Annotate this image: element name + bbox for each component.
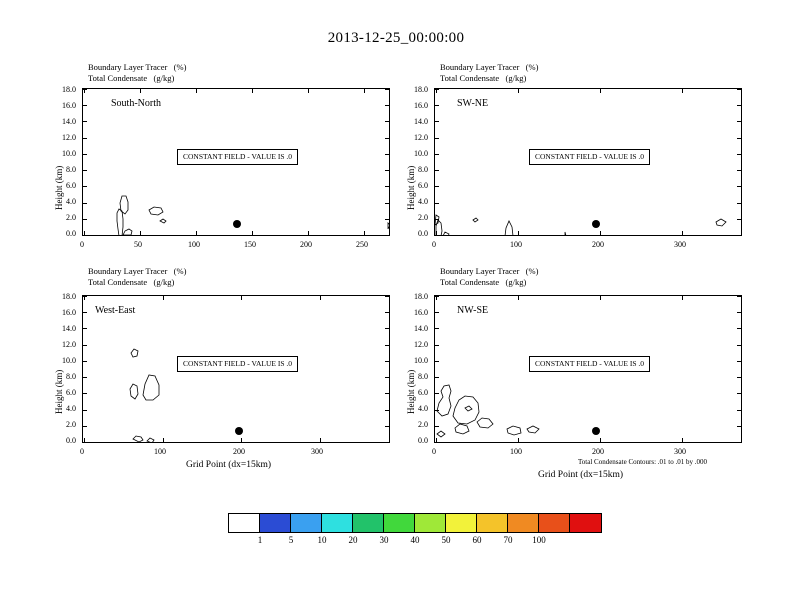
y-tick-mark [83,154,87,155]
y-tick-label: 16.0 [414,308,428,317]
y-tick-mark [435,154,439,155]
marker-point [235,427,243,435]
y-tick-mark [385,121,389,122]
panel-title-south-north: South-North [111,98,161,109]
y-tick-mark [435,235,439,236]
y-tick-label: 0.0 [66,436,76,445]
y-tick-label: 18.0 [62,292,76,301]
y-tick-mark [385,203,389,204]
contour-lines [435,89,742,236]
contour-lines [83,296,390,443]
y-tick-label: 6.0 [66,388,76,397]
x-tick-mark [600,89,601,93]
x-axis-label: Grid Point (dx=15km) [186,460,272,470]
y-tick-mark [435,312,439,313]
x-tick-mark [241,296,242,300]
y-tick-mark [385,296,389,297]
y-tick-mark [737,219,741,220]
colorbar-tick-label: 40 [410,535,420,545]
y-tick-mark [435,219,439,220]
y-tick-label: 18.0 [62,85,76,94]
y-tick-mark [737,328,741,329]
x-tick-mark [84,438,85,442]
x-tick-mark [196,89,197,93]
colorbar-tick-label: 20 [348,535,358,545]
colorbar-swatch-7 [446,514,477,532]
y-tick-mark [385,154,389,155]
colorbar-tick-label: 1 [257,535,263,545]
x-tick-mark [518,438,519,442]
x-tick-mark [600,296,601,300]
contour-lines [83,89,390,236]
y-tick-mark [83,393,87,394]
y-tick-label: 2.0 [66,420,76,429]
x-tick-mark [364,231,365,235]
x-tick-mark [682,231,683,235]
y-axis-label: Height (km) [54,369,64,414]
y-tick-label: 2.0 [418,213,428,222]
colorbar-tick-label: 30 [379,535,389,545]
x-tick-label: 300 [311,447,323,456]
y-tick-mark [385,328,389,329]
y-tick-mark [435,410,439,411]
y-tick-mark [435,345,439,346]
x-tick-mark [436,296,437,300]
y-tick-mark [737,345,741,346]
marker-point [233,220,241,228]
plot-area-south-north[interactable] [82,88,390,236]
colorbar-tick-label: 60 [472,535,482,545]
x-tick-mark [600,231,601,235]
y-tick-mark [737,426,741,427]
x-tick-mark [84,89,85,93]
y-tick-mark [737,154,741,155]
x-tick-label: 0 [80,447,84,456]
x-tick-mark [140,89,141,93]
contour-lines [435,296,742,443]
colorbar-swatch-2 [291,514,322,532]
colorbar-tick-label: 70 [503,535,513,545]
y-tick-label: 4.0 [66,197,76,206]
plot-area-west-east[interactable] [82,295,390,443]
y-tick-mark [385,105,389,106]
colorbar-tick-label: 50 [441,535,451,545]
y-tick-label: 6.0 [418,181,428,190]
y-tick-label: 10.0 [414,356,428,365]
x-tick-mark [364,89,365,93]
panel-header-line1: Boundary Layer Tracer (%) [440,62,539,72]
y-tick-label: 12.0 [414,133,428,142]
x-tick-label: 150 [244,240,256,249]
x-tick-label: 200 [592,240,604,249]
y-tick-mark [385,89,389,90]
x-tick-mark [682,438,683,442]
y-tick-mark [737,138,741,139]
y-tick-mark [737,442,741,443]
panel-title-west-east: West-East [95,305,136,316]
y-tick-label: 12.0 [414,340,428,349]
y-tick-mark [435,105,439,106]
y-tick-mark [737,296,741,297]
y-tick-mark [385,235,389,236]
x-tick-mark [600,438,601,442]
x-tick-mark [308,231,309,235]
y-tick-mark [737,410,741,411]
x-tick-mark [682,89,683,93]
x-tick-label: 100 [510,240,522,249]
colorbar-swatch-3 [322,514,353,532]
x-tick-label: 0 [80,240,84,249]
y-tick-label: 14.0 [414,117,428,126]
y-tick-label: 14.0 [414,324,428,333]
x-tick-mark [436,438,437,442]
colorbar-swatch-1 [260,514,291,532]
y-tick-mark [83,410,87,411]
y-tick-label: 10.0 [414,149,428,158]
y-tick-mark [737,89,741,90]
x-tick-label: 200 [592,447,604,456]
x-tick-label: 100 [154,447,166,456]
x-tick-mark [518,231,519,235]
y-tick-mark [83,345,87,346]
y-tick-label: 0.0 [418,436,428,445]
x-tick-mark [308,89,309,93]
y-tick-mark [83,186,87,187]
x-tick-mark [518,89,519,93]
y-tick-mark [737,186,741,187]
y-tick-label: 0.0 [418,229,428,238]
colorbar-tick-label: 10 [317,535,327,545]
panel-title-nw-se: NW-SE [457,305,489,316]
y-tick-mark [435,377,439,378]
x-tick-mark [140,231,141,235]
y-tick-mark [385,186,389,187]
contour-interval-note: Total Condensate Contours: .01 to .01 by .000 [578,458,708,466]
y-tick-label: 4.0 [66,404,76,413]
plot-area-sw-ne[interactable] [434,88,742,236]
y-tick-mark [83,219,87,220]
x-tick-label: 200 [233,447,245,456]
y-tick-mark [385,426,389,427]
y-tick-label: 8.0 [418,372,428,381]
y-tick-mark [83,203,87,204]
y-tick-mark [435,121,439,122]
x-tick-mark [163,296,164,300]
x-tick-label: 300 [674,447,686,456]
y-tick-mark [83,235,87,236]
constant-field-note: CONSTANT FIELD - VALUE IS .0 [529,149,650,165]
colorbar-swatch-6 [415,514,446,532]
x-tick-mark [252,89,253,93]
x-tick-label: 100 [188,240,200,249]
y-tick-mark [737,235,741,236]
y-tick-mark [435,170,439,171]
y-tick-mark [385,393,389,394]
y-tick-label: 8.0 [418,165,428,174]
y-tick-label: 18.0 [414,85,428,94]
plot-area-nw-se[interactable] [434,295,742,443]
x-tick-mark [320,296,321,300]
y-tick-mark [83,377,87,378]
y-tick-label: 0.0 [66,229,76,238]
colorbar-swatch-11 [570,514,601,532]
colorbar-tick-label: 100 [532,535,546,545]
x-tick-label: 0 [432,240,436,249]
colorbar-tick-label: 5 [288,535,294,545]
x-tick-mark [436,89,437,93]
x-tick-label: 300 [674,240,686,249]
x-axis-label: Grid Point (dx=15km) [538,470,624,480]
panel-header-line2: Total Condensate (g/kg) [88,277,175,287]
panel-header-line2: Total Condensate (g/kg) [88,73,175,83]
y-tick-mark [83,361,87,362]
y-tick-label: 16.0 [414,101,428,110]
y-tick-mark [385,345,389,346]
y-tick-mark [83,328,87,329]
y-tick-mark [83,442,87,443]
colorbar[interactable] [228,513,602,533]
constant-field-note: CONSTANT FIELD - VALUE IS .0 [177,356,298,372]
y-tick-label: 4.0 [418,404,428,413]
y-tick-mark [385,138,389,139]
x-tick-mark [320,438,321,442]
y-tick-mark [737,312,741,313]
x-tick-mark [163,438,164,442]
y-tick-label: 14.0 [62,324,76,333]
y-tick-mark [737,170,741,171]
y-tick-mark [435,203,439,204]
y-tick-mark [435,426,439,427]
colorbar-swatch-4 [353,514,384,532]
x-tick-mark [682,296,683,300]
y-tick-mark [385,170,389,171]
y-axis-label: Height (km) [54,165,64,210]
y-tick-label: 4.0 [418,197,428,206]
y-tick-mark [435,393,439,394]
y-tick-mark [435,186,439,187]
y-tick-mark [737,105,741,106]
y-axis-label: Height (km) [406,165,416,210]
marker-point [592,220,600,228]
panel-header-line1: Boundary Layer Tracer (%) [88,62,187,72]
y-tick-label: 8.0 [66,165,76,174]
y-tick-mark [435,138,439,139]
constant-field-note: CONSTANT FIELD - VALUE IS .0 [529,356,650,372]
y-tick-mark [385,361,389,362]
y-tick-label: 14.0 [62,117,76,126]
x-tick-label: 50 [134,240,142,249]
y-tick-mark [385,442,389,443]
y-tick-mark [385,377,389,378]
y-tick-label: 6.0 [66,181,76,190]
y-tick-label: 16.0 [62,101,76,110]
x-tick-mark [84,296,85,300]
panel-header-line1: Boundary Layer Tracer (%) [440,266,539,276]
page-title: 2013-12-25_00:00:00 [327,30,465,46]
constant-field-note: CONSTANT FIELD - VALUE IS .0 [177,149,298,165]
y-tick-mark [83,105,87,106]
x-tick-label: 100 [510,447,522,456]
y-tick-mark [737,203,741,204]
panel-title-sw-ne: SW-NE [457,98,489,109]
y-tick-mark [435,361,439,362]
y-tick-mark [83,138,87,139]
y-tick-mark [83,121,87,122]
colorbar-swatch-0 [229,514,260,532]
y-tick-mark [737,361,741,362]
x-tick-label: 250 [356,240,368,249]
x-tick-label: 200 [300,240,312,249]
y-tick-label: 6.0 [418,388,428,397]
y-tick-label: 18.0 [414,292,428,301]
y-tick-label: 2.0 [66,213,76,222]
y-tick-mark [737,121,741,122]
y-tick-label: 12.0 [62,133,76,142]
colorbar-swatch-5 [384,514,415,532]
x-tick-mark [241,438,242,442]
y-tick-mark [435,442,439,443]
x-tick-mark [436,231,437,235]
panel-header-line2: Total Condensate (g/kg) [440,277,527,287]
colorbar-swatch-10 [539,514,570,532]
x-tick-mark [196,231,197,235]
y-tick-mark [83,426,87,427]
y-tick-label: 2.0 [418,420,428,429]
y-tick-mark [83,312,87,313]
panel-header-line1: Boundary Layer Tracer (%) [88,266,187,276]
y-tick-label: 10.0 [62,356,76,365]
y-tick-label: 16.0 [62,308,76,317]
marker-point [592,427,600,435]
y-tick-label: 8.0 [66,372,76,381]
x-tick-label: 0 [432,447,436,456]
y-tick-mark [435,328,439,329]
y-tick-mark [385,312,389,313]
y-tick-mark [83,170,87,171]
y-tick-mark [737,377,741,378]
y-tick-mark [737,393,741,394]
y-tick-mark [385,219,389,220]
y-tick-mark [385,410,389,411]
y-axis-label: Height (km) [406,369,416,414]
x-tick-mark [252,231,253,235]
panel-header-line2: Total Condensate (g/kg) [440,73,527,83]
colorbar-swatch-8 [477,514,508,532]
y-tick-label: 10.0 [62,149,76,158]
colorbar-swatch-9 [508,514,539,532]
y-tick-label: 12.0 [62,340,76,349]
x-tick-mark [518,296,519,300]
x-tick-mark [84,231,85,235]
